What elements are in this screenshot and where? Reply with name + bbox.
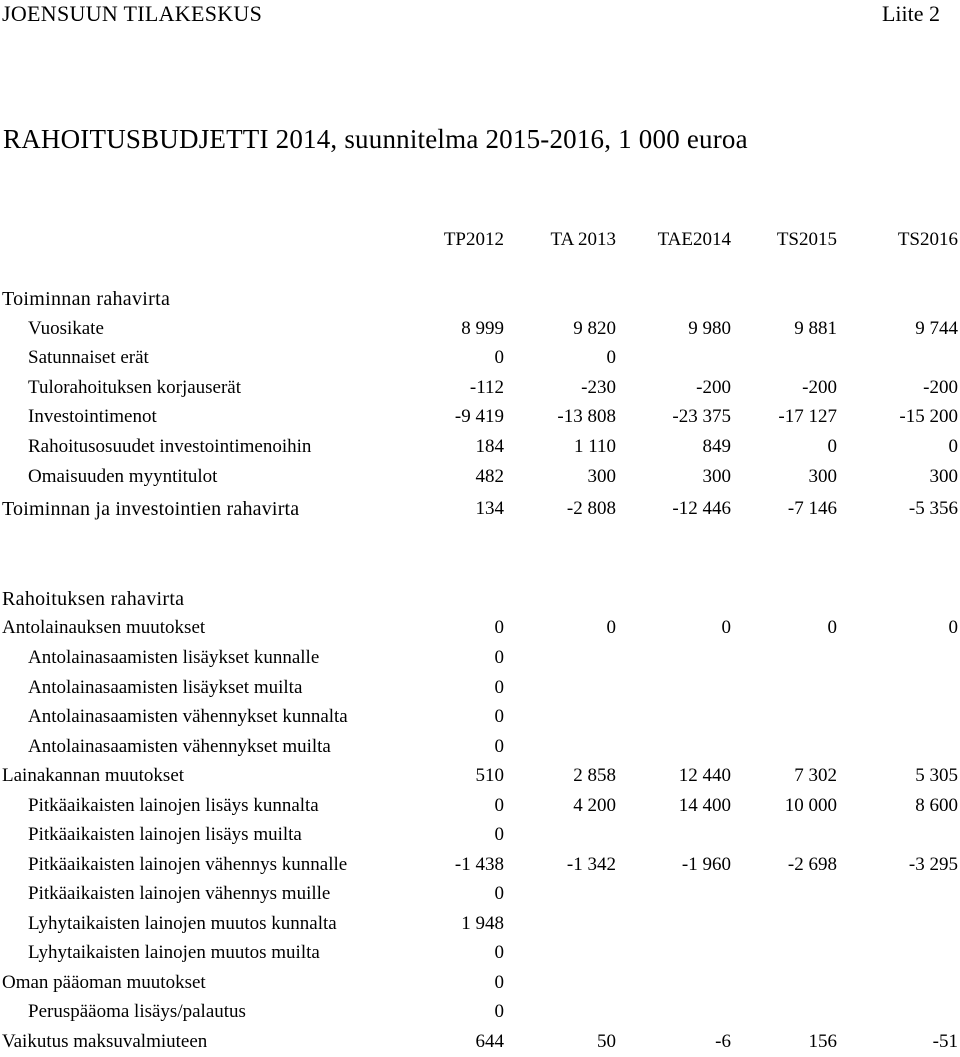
row-label: Peruspääoma lisäys/palautus bbox=[28, 1001, 246, 1022]
row-label: Lyhytaikaisten lainojen muutos muilta bbox=[28, 942, 320, 963]
table-row bbox=[0, 643, 960, 673]
row-label: Antolainasaamisten vähennykset kunnalta bbox=[28, 706, 348, 727]
row-label: Vuosikate bbox=[28, 318, 104, 339]
value-cell: 0 bbox=[494, 795, 504, 816]
value-cell: 510 bbox=[475, 765, 504, 786]
value-cell: 0 bbox=[494, 1001, 504, 1022]
table-row bbox=[0, 494, 960, 524]
row-label: Oman pääoman muutokset bbox=[2, 972, 206, 993]
value-cell: 0 bbox=[494, 677, 504, 698]
value-cell: 2 858 bbox=[573, 765, 616, 786]
value-cell: 300 bbox=[702, 466, 731, 487]
organization-name: JOENSUUN TILAKESKUS bbox=[2, 1, 263, 26]
value-cell: 0 bbox=[827, 436, 837, 457]
value-cell: -1 960 bbox=[681, 854, 731, 875]
value-cell: -5 356 bbox=[908, 498, 958, 519]
document-title: RAHOITUSBUDJETTI 2014, suunnitelma 2015-2016, 1 000 euroa bbox=[3, 124, 748, 154]
value-cell: -1 438 bbox=[454, 854, 504, 875]
column-header: TAE2014 bbox=[657, 229, 731, 250]
column-header: TS2016 bbox=[897, 229, 958, 250]
table-row bbox=[0, 791, 960, 821]
row-label: Vaikutus maksuvalmiuteen bbox=[2, 1031, 208, 1052]
value-cell: 5 305 bbox=[915, 765, 958, 786]
table-row bbox=[0, 373, 960, 403]
value-cell: -2 808 bbox=[566, 498, 616, 519]
row-label: Lyhytaikaisten lainojen muutos kunnalta bbox=[28, 913, 337, 934]
row-label: Investointimenot bbox=[28, 406, 157, 427]
value-cell: 0 bbox=[494, 347, 504, 368]
column-header: TA 2013 bbox=[550, 229, 616, 250]
value-cell: 0 bbox=[606, 617, 616, 638]
value-cell: 8 600 bbox=[915, 795, 958, 816]
table-row bbox=[0, 732, 960, 762]
value-cell: 50 bbox=[597, 1031, 616, 1052]
table-row bbox=[0, 343, 960, 373]
value-cell: 0 bbox=[494, 824, 504, 845]
value-cell: 156 bbox=[808, 1031, 837, 1052]
value-cell: -200 bbox=[923, 377, 958, 398]
value-cell: 7 302 bbox=[794, 765, 837, 786]
value-cell: 0 bbox=[494, 972, 504, 993]
value-cell: -51 bbox=[932, 1031, 958, 1052]
value-cell: -112 bbox=[469, 377, 504, 398]
value-cell: 300 bbox=[587, 466, 616, 487]
table-row bbox=[0, 879, 960, 909]
value-cell: 0 bbox=[494, 736, 504, 757]
row-label: Rahoitusosuudet investointimenoihin bbox=[28, 436, 312, 457]
row-label: Pitkäaikaisten lainojen vähennys muille bbox=[28, 883, 331, 904]
value-cell: 0 bbox=[494, 942, 504, 963]
row-label: Antolainasaamisten lisäykset muilta bbox=[28, 677, 303, 698]
table-row bbox=[0, 584, 960, 614]
table-row bbox=[0, 997, 960, 1027]
value-cell: 14 400 bbox=[678, 795, 731, 816]
value-cell: -2 698 bbox=[787, 854, 837, 875]
table-row bbox=[0, 613, 960, 643]
value-cell: -23 375 bbox=[672, 406, 731, 427]
value-cell: -17 127 bbox=[778, 406, 837, 427]
value-cell: -7 146 bbox=[787, 498, 837, 519]
row-label: Pitkäaikaisten lainojen lisäys muilta bbox=[28, 824, 302, 845]
row-label: Antolainauksen muutokset bbox=[2, 617, 206, 638]
value-cell: 0 bbox=[948, 436, 958, 457]
value-cell: 0 bbox=[494, 706, 504, 727]
value-cell: 0 bbox=[494, 883, 504, 904]
table-row bbox=[0, 968, 960, 998]
value-cell: -200 bbox=[696, 377, 731, 398]
table-row bbox=[0, 850, 960, 880]
table-row bbox=[0, 702, 960, 732]
table-row bbox=[0, 432, 960, 462]
row-label: Toiminnan rahavirta bbox=[2, 288, 171, 310]
row-label: Satunnaiset erät bbox=[28, 347, 149, 368]
table-row bbox=[0, 314, 960, 344]
row-label: Rahoituksen rahavirta bbox=[2, 588, 185, 610]
value-cell: 482 bbox=[475, 466, 504, 487]
column-header-row bbox=[0, 225, 960, 255]
value-cell: -200 bbox=[802, 377, 837, 398]
value-cell: 300 bbox=[929, 466, 958, 487]
value-cell: 849 bbox=[702, 436, 731, 457]
value-cell: 0 bbox=[827, 617, 837, 638]
appendix-label: Liite 2 bbox=[881, 1, 940, 26]
value-cell: 1 110 bbox=[573, 436, 616, 457]
value-cell: 300 bbox=[808, 466, 837, 487]
value-cell: 0 bbox=[721, 617, 731, 638]
table-row bbox=[0, 673, 960, 703]
row-label: Antolainasaamisten lisäykset kunnalle bbox=[28, 647, 320, 668]
value-cell: -12 446 bbox=[672, 498, 731, 519]
table-row bbox=[0, 462, 960, 492]
value-cell: -15 200 bbox=[899, 406, 958, 427]
value-cell: -6 bbox=[715, 1031, 731, 1052]
value-cell: -9 419 bbox=[454, 406, 504, 427]
value-cell: -230 bbox=[581, 377, 616, 398]
value-cell: 0 bbox=[494, 617, 504, 638]
value-cell: -1 342 bbox=[566, 854, 616, 875]
value-cell: -13 808 bbox=[557, 406, 616, 427]
row-label: Lainakannan muutokset bbox=[2, 765, 185, 786]
value-cell: 0 bbox=[606, 347, 616, 368]
value-cell: 0 bbox=[948, 617, 958, 638]
value-cell: 644 bbox=[475, 1031, 504, 1052]
value-cell: 8 999 bbox=[461, 318, 504, 339]
row-label: Pitkäaikaisten lainojen vähennys kunnalle bbox=[28, 854, 348, 875]
value-cell: 134 bbox=[475, 498, 504, 519]
row-label: Antolainasaamisten vähennykset muilta bbox=[28, 736, 331, 757]
table-row bbox=[0, 284, 960, 314]
table-row bbox=[0, 938, 960, 968]
value-cell: 0 bbox=[494, 647, 504, 668]
row-label: Pitkäaikaisten lainojen lisäys kunnalta bbox=[28, 795, 319, 816]
row-label: Toiminnan ja investointien rahavirta bbox=[2, 498, 300, 520]
value-cell: 9 980 bbox=[688, 318, 731, 339]
column-header: TS2015 bbox=[776, 229, 837, 250]
value-cell: 1 948 bbox=[461, 913, 504, 934]
table-row bbox=[0, 761, 960, 791]
value-cell: 184 bbox=[475, 436, 504, 457]
table-row bbox=[0, 402, 960, 432]
value-cell: 10 000 bbox=[784, 795, 837, 816]
column-header: TP2012 bbox=[443, 229, 504, 250]
table-row bbox=[0, 820, 960, 850]
table-row bbox=[0, 909, 960, 939]
value-cell: 12 440 bbox=[678, 765, 731, 786]
value-cell: 4 200 bbox=[573, 795, 616, 816]
row-label: Tulorahoituksen korjauserät bbox=[28, 377, 242, 398]
value-cell: -3 295 bbox=[908, 854, 958, 875]
value-cell: 9 881 bbox=[794, 318, 837, 339]
value-cell: 9 744 bbox=[915, 318, 958, 339]
row-label: Omaisuuden myyntitulot bbox=[28, 466, 218, 487]
value-cell: 9 820 bbox=[573, 318, 616, 339]
table-row bbox=[0, 1027, 960, 1057]
